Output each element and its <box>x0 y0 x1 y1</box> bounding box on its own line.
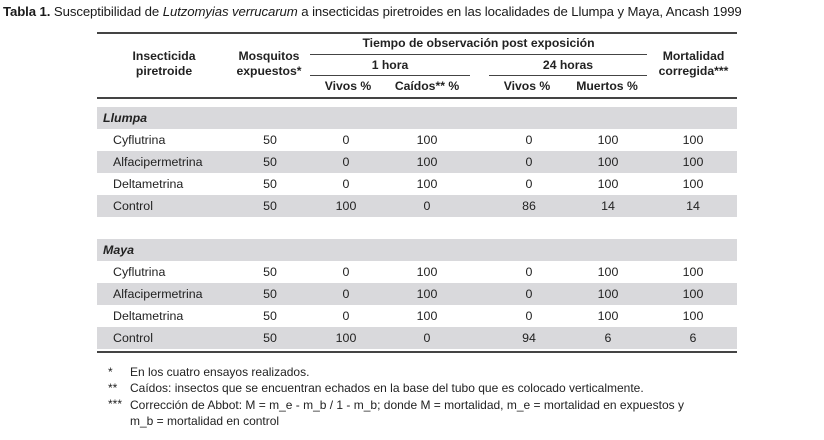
header-tiempo: Tiempo de observación post exposición <box>362 36 595 50</box>
cell-vivos-1h: 0 <box>342 309 350 323</box>
table-row <box>97 327 737 349</box>
cell-vivos-24h: 0 <box>525 155 533 169</box>
cell-vivos-1h: 0 <box>342 287 350 301</box>
header-tiempo-rule <box>310 54 647 55</box>
cell-muertos: 100 <box>597 265 619 279</box>
cell-insecticida: Control <box>113 199 153 213</box>
footnote-text: Caídos: insectos que se encuentran echados en la base del tubo que es colocado verticalmente. <box>130 381 644 395</box>
header-bottom-rule <box>97 97 737 99</box>
cell-vivos-1h: 0 <box>342 177 350 191</box>
table-row <box>97 195 737 217</box>
cell-vivos-24h: 0 <box>525 177 533 191</box>
caption-label: Tabla 1. <box>3 4 51 19</box>
group-header-llumpa <box>97 107 737 129</box>
header-24-horas-rule <box>489 75 647 76</box>
cell-mortalidad: 14 <box>686 199 700 213</box>
cell-muertos: 100 <box>597 155 619 169</box>
header-insecticida <box>97 49 231 79</box>
cell-mosquitos: 50 <box>263 309 277 323</box>
cell-vivos-1h: 100 <box>335 199 357 213</box>
cell-insecticida: Control <box>113 331 153 345</box>
footnote-mark: ** <box>108 381 118 395</box>
cell-vivos-1h: 0 <box>342 133 350 147</box>
table-row <box>97 305 737 327</box>
cell-vivos-1h: 0 <box>342 265 350 279</box>
header-mosquitos-line1: Mosquitos <box>238 49 300 63</box>
cell-mortalidad: 100 <box>682 287 704 301</box>
cell-mosquitos: 50 <box>263 199 277 213</box>
table-bottom-rule <box>97 351 737 353</box>
header-insecticida-line2: piretroide <box>135 64 193 78</box>
cell-mosquitos: 50 <box>263 265 277 279</box>
header-insecticida-line1: Insecticida <box>132 49 196 63</box>
group-header-maya <box>97 239 737 261</box>
cell-mosquitos: 50 <box>263 155 277 169</box>
footnote-text: Corrección de Abbot: M = m_e - m_b / 1 - m_b; donde M = mortalidad, m_e = mortalidad en expuestos y m_b = mortalidad en control <box>130 398 684 428</box>
cell-mortalidad: 100 <box>682 155 704 169</box>
cell-muertos: 100 <box>597 287 619 301</box>
caption-text-post: a insecticidas piretroides en las localidades de Llumpa y Maya, Ancash 1999 <box>301 4 742 19</box>
header-1-hora: 1 hora <box>371 58 409 72</box>
header-vivos-24h: Vivos % <box>503 79 551 93</box>
cell-insecticida: Alfacipermetrina <box>113 155 203 169</box>
cell-caidos: 100 <box>416 287 438 301</box>
footnote-mark: *** <box>108 397 123 411</box>
cell-vivos-24h: 0 <box>525 309 533 323</box>
table-row <box>97 283 737 305</box>
header-mosquitos <box>231 49 307 79</box>
cell-mosquitos: 50 <box>263 287 277 301</box>
cell-caidos: 100 <box>416 133 438 147</box>
cell-caidos: 100 <box>416 177 438 191</box>
cell-insecticida: Cyflutrina <box>113 265 166 279</box>
caption-text-pre: Susceptibilidad de <box>53 4 160 19</box>
cell-muertos: 100 <box>597 309 619 323</box>
cell-mortalidad: 100 <box>682 265 704 279</box>
cell-insecticida: Cyflutrina <box>113 133 166 147</box>
cell-vivos-24h: 94 <box>522 331 536 345</box>
caption-species: Lutzomyias verrucarum <box>162 4 298 19</box>
cell-vivos-24h: 0 <box>525 287 533 301</box>
cell-mortalidad: 100 <box>682 177 704 191</box>
cell-caidos: 100 <box>416 155 438 169</box>
cell-muertos: 100 <box>597 177 619 191</box>
cell-mosquitos: 50 <box>263 331 277 345</box>
header-mosquitos-line2: expuestos* <box>236 64 302 78</box>
cell-muertos: 14 <box>601 199 615 213</box>
header-muertos: Muertos % <box>576 79 638 93</box>
cell-vivos-1h: 0 <box>342 155 350 169</box>
header-1-hora-rule <box>310 75 470 76</box>
cell-caidos: 0 <box>423 199 431 213</box>
table-row <box>97 261 737 283</box>
table-row <box>97 151 737 173</box>
cell-insecticida: Alfacipermetrina <box>113 287 203 301</box>
header-mortalidad-line2: corregida*** <box>658 64 729 78</box>
cell-caidos: 0 <box>423 331 431 345</box>
cell-caidos: 100 <box>416 309 438 323</box>
header-mortalidad <box>650 49 737 79</box>
cell-vivos-24h: 0 <box>525 133 533 147</box>
header-vivos-1h: Vivos % <box>324 79 372 93</box>
table-caption <box>3 4 742 19</box>
header-mortalidad-line1: Mortalidad <box>662 49 725 63</box>
cell-mortalidad: 6 <box>689 331 697 345</box>
group-name: Maya <box>103 243 134 257</box>
cell-insecticida: Deltametrina <box>113 309 184 323</box>
group-name: Llumpa <box>103 111 148 125</box>
cell-vivos-1h: 100 <box>335 331 357 345</box>
cell-vivos-24h: 86 <box>522 199 536 213</box>
header-24-horas: 24 horas <box>542 58 594 72</box>
footnote-mark: * <box>108 365 113 379</box>
footnote-text: En los cuatro ensayos realizados. <box>130 365 310 379</box>
cell-mortalidad: 100 <box>682 133 704 147</box>
cell-muertos: 100 <box>597 133 619 147</box>
cell-mosquitos: 50 <box>263 133 277 147</box>
cell-mosquitos: 50 <box>263 177 277 191</box>
table-top-rule <box>97 32 737 34</box>
cell-caidos: 100 <box>416 265 438 279</box>
cell-insecticida: Deltametrina <box>113 177 184 191</box>
cell-muertos: 6 <box>604 331 612 345</box>
table-row <box>97 173 737 195</box>
table-row <box>97 129 737 151</box>
header-caidos: Caídos** % <box>394 79 460 93</box>
cell-mortalidad: 100 <box>682 309 704 323</box>
cell-vivos-24h: 0 <box>525 265 533 279</box>
